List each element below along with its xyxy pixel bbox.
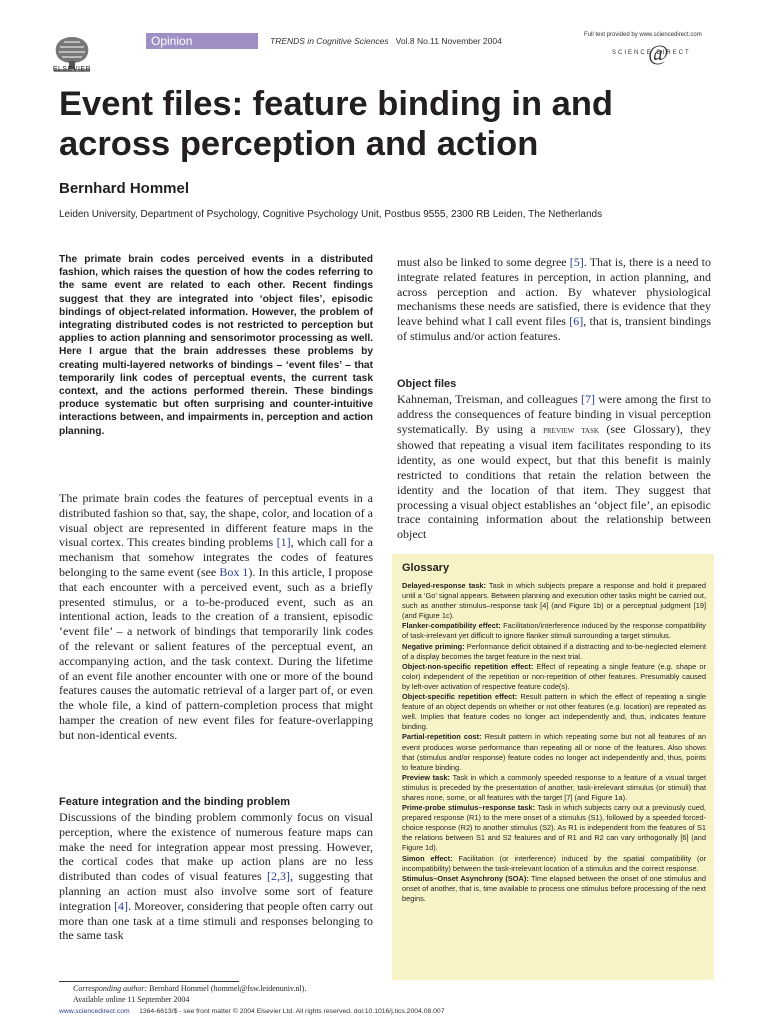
available-online: Available online 11 September 2004 — [73, 994, 190, 1004]
citation-link[interactable]: [2,3] — [266, 869, 290, 884]
sd-logo-text: SCIENCE DIRECT — [612, 50, 691, 56]
sciencedirect-logo — [612, 40, 712, 66]
glossary-entry: Stimulus–Onset Asynchrony (SOA): Time elapsed between the onset of one stimulus and onset of another, that is, time available to process one stimulus before processing of the next begins. — [402, 873, 706, 903]
glossary-entry: Delayed-response task: Task in which subjects prepare a response and hold it prepared until a ‘Go’ signal appears. Between planning and execution other tasks might be carried out, such as another stimulus–response task [4] (and Figure 1b) or a perceptual judgment [19] (and Figure 1c). — [402, 581, 706, 621]
citation-link[interactable]: [4] — [114, 898, 129, 913]
fulltext-note: Full text provided by www.sciencedirect.com — [584, 32, 702, 38]
glossary-entry: Simon effect: Facilitation (or interference) induced by the spatial compatibility (or incompatibility) between the task-irrelevant location of a stimulus and the correct response. — [402, 853, 707, 873]
abstract: The primate brain codes perceived events in a distributed fashion, which raises the question of how the codes referring to the same event are related to each other. Recent findings suggest that they are integrated into ‘object files’, episodic bindings of object-related information. However, the problem of integrating distributed codes is not restricted to perception but applies to action planning and sensorimotor processing as well. Here I argue that the brain addresses these problems by creating multi-layered networks of bindings – ‘event files’ – that temporarily link codes of perceptual events, the current task context, and the actions performed therein. These bindings produce systematic but often surprising and counter-intuitive interactions between, and impairments in, perception and action planning. — [59, 254, 373, 437]
corresponding-author: Bernhard Hommel (hommel@fsw.leidenuniv.nl). — [147, 984, 307, 993]
section-heading: Feature integration and the binding problem — [59, 796, 291, 808]
corresponding-label: Corresponding author: — [73, 984, 148, 993]
page-footer — [59, 1008, 444, 1015]
publisher-name: ELSEVIER — [52, 66, 92, 73]
intro-paragraph: The primate brain codes the features of perceptual events in a distributed fashion so that, say, the shape, color, and location of a visual object are represented in different feature maps in the visual cortex. This creates binding problems [1], which call for a mechanism that somehow integrates the codes of features belonging to the same event (see Box 1). In this article, I propose that each encounter with a perceived event, such as a briefly presented stimulus, or a to-be-produced event, such as an intentional action, leads to the creation of a transient, episodic ‘event file’ – a network of bindings that temporarily link codes of the relevant or salient features of the perceptual event, an accompanying action, and the task context. During the lifetime of an event file another encounter with one or more of the bound features causes the automatic retrieval of a larger part of, or even the whole file, a kind of pattern-completion process that might hamper the creation of new event files for feature-overlapping but non-identical events. — [59, 491, 374, 742]
volume-info: Vol.8 No.11 November 2004 — [395, 36, 502, 46]
glossary-entry: Partial-repetition cost: Result pattern in which repeating some but not all features of an event produces worse performance than repeating all or none of the features. Also shows that (stimulus and/or response) feature codes no longer act independently and, thus, points to feature binding. — [402, 732, 706, 772]
citation-link[interactable]: [5] — [569, 255, 584, 269]
footnote-rule — [59, 981, 239, 982]
box-link[interactable]: Box 1 — [219, 564, 249, 579]
sciencedirect-link[interactable]: www.sciencedirect.com — [59, 1008, 130, 1015]
author-affiliation: Leiden University, Department of Psychology, Cognitive Psychology Unit, Postbus 9555, 2300 RB Leiden, The Netherlands — [59, 209, 603, 220]
sd-logo-at-icon: @ — [648, 40, 669, 65]
glossary-entry: Preview task: Task in which a commonly speeded response to a feature of a visual target stimulus is preceded by the presentation of another, task-irrelevant stimulus (or stimuli) that shares none, some, or all features with the target [7] (and Figure 1a). — [402, 772, 707, 802]
continuation-paragraph: must also be linked to some degree [5]. That is, there is a need to integrate related features in perception, in action planning, and across perception and action. By whatever physiological mechanisms these needs are satisfied, there is evidence that they leave behind what I call event files [6], that is, transient bindings of stimulus and/or action features. — [397, 255, 712, 343]
glossary-entry: Prime-probe stimulus–response task: Task in which subjects carry out a previously cued, prepared response (R1) to the mere onset of a stimulus (S1), followed by a speeded forced-choice response (R2) to another stimulus (S2). As R1 is independent from the features of S1 the relations between S1 and S2 features and of R1 and R2 can vary orthogonally [6] (and Figure 1d). — [402, 803, 706, 853]
citation-link[interactable]: [7] — [581, 392, 595, 406]
section-label: Opinion — [146, 33, 258, 49]
glossary-entry: Flanker-compatibility effect: Facilitation/interference induced by the response compatibility of task-irrelevant yet difficult to ignore flanker stimuli surrounding a target stimulus. — [402, 621, 707, 641]
glossary-entry: Object-non-specific repetition effect: Effect of repeating a single feature (e.g. shape or color) independent of the repetition or non-repetition of other features. Presumably caused by left-over activation of respective feature code(s). — [402, 661, 706, 691]
citation-link[interactable]: [6] — [569, 314, 584, 329]
copyright-doi: 1364-6613/$ - see front matter © 2004 Elsevier Ltd. All rights reserved. doi:10.1016/j.tics.2004.08.007 — [139, 1008, 445, 1015]
glossary-entry: Object-specific repetition effect: Result pattern in which the effect of repeating a single feature of an object depends on whether or not other features (e.g. location) are repeated as well. Implies that feature codes no longer act independently and, thus, indicates feature binding. — [402, 692, 706, 732]
citation-link[interactable]: [1] — [276, 535, 291, 550]
glossary-entry: Negative priming: Performance deficit obtained if a distracting and to-be-neglected element of a display becomes the target feature in the next trial. — [402, 641, 706, 661]
preview-task-term: preview task — [543, 424, 599, 436]
journal-name: TRENDS in Cognitive Sciences — [270, 36, 389, 46]
footnote — [73, 984, 306, 1005]
article-title: Event files: feature binding in and across perception and action — [59, 85, 613, 163]
binding-problem-paragraph: Discussions of the binding problem commonly focus on visual perception, where the existence of numerous feature maps can make the need for integration appear most pressing. However, the cortical codes that make up action plans are no less distributed than codes of visual features [2,3], suggesting that planning an action must also involve some sort of feature integration [4]. Moreover, considering that people often carry out more than one task at a time stimuli and responses belonging to the same task — [59, 810, 374, 943]
glossary-list — [402, 581, 706, 904]
author-name: Bernhard Hommel — [59, 180, 190, 197]
glossary-title: Glossary — [402, 562, 450, 574]
object-files-paragraph: Kahneman, Treisman, and colleagues [7] were among the first to address the consequences of feature binding in visual perception systematically. By using a preview task (see Glossary), they showed that repeating a visual item facilitates responding to its identity, as one would expect, but that this benefit is mainly restricted to conditions that retain the relation between the identity and the location of that item. They suggest that processing a visual object establishes an ‘object file’, an episodic trace containing information about the relationship between object — [397, 392, 712, 542]
journal-info — [270, 36, 502, 46]
section-heading: Object files — [397, 378, 457, 390]
